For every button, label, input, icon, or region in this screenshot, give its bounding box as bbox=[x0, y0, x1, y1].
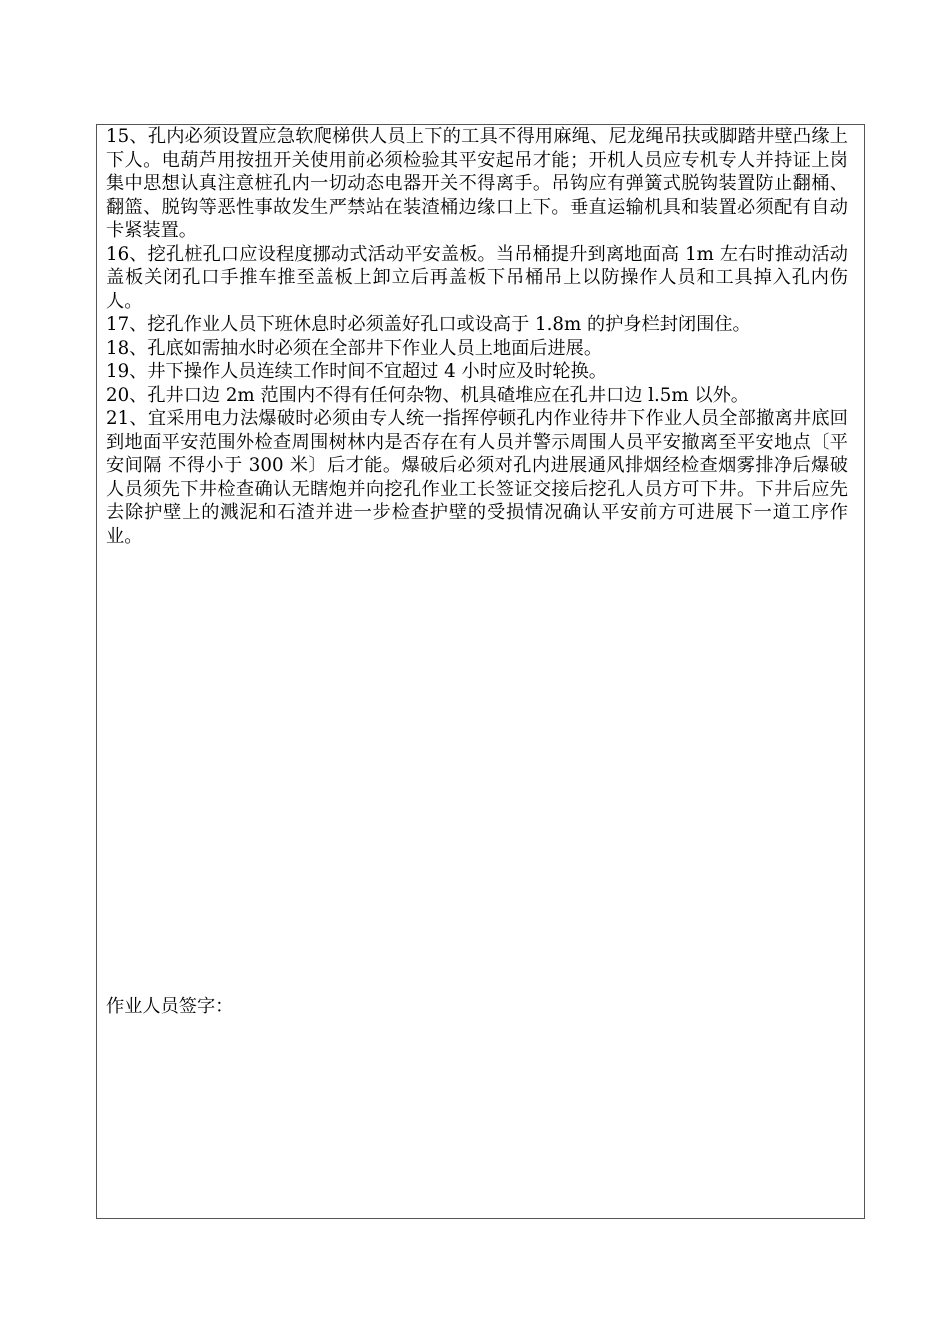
paragraph-item-16: 16、挖孔桩孔口应设程度挪动式活动平安盖板。当吊桶提升到离地面高 1m 左右时推动活动盖板关闭孔口手推车推至盖板上卸立后再盖板下吊桶吊上以防操作人员和工具掉入孔内伤人。 bbox=[106, 243, 848, 312]
paragraph-item-19: 19、井下操作人员连续工作时间不宜超过 4 小时应及时轮换。 bbox=[106, 361, 607, 382]
paragraph-item-15: 15、孔内必须设置应急软爬梯供人员上下的工具不得用麻绳、尼龙绳吊扶或脚踏井壁凸缘上下人。电葫芦用按扭开关使用前必须检验其平安起吊才能；开机人员应专机专人并持证上岗集中思想认真注意桩孔内一切动态电器开关不得离手。吊钩应有弹簧式脱钩装置防止翻桶、翻篮、脱钩等恶性事故发生严禁站在装渣桶边缘口上下。垂直运输机具和装置必须配有自动卡紧装置。 bbox=[106, 126, 848, 241]
document-body bbox=[106, 125, 848, 548]
paragraph-item-17: 17、挖孔作业人员下班休息时必须盖好孔口或设高于 1.8m 的护身栏封闭围住。 bbox=[106, 314, 751, 335]
signature-label: 作业人员签字： bbox=[106, 996, 234, 1017]
paragraph-item-20: 20、孔井口边 2m 范围内不得有任何杂物、机具碴堆应在孔井口边 l.5m 以外。 bbox=[106, 384, 749, 406]
paragraph-item-21: 21、宜采用电力法爆破时必须由专人统一指挥停顿孔内作业待井下作业人员全部撤离井底回到地面平安范围外检查周围树林内是否存在有人员并警示周围人员平安撤离至平安地点〔平安间隔 不得小于 300 米〕后才能。爆破后必须对孔内进展通风排烟经检查烟雾排净后爆破人员须先下井检查确认无瞎炮并向挖孔作业工长签证交接后挖孔人员方可下井。下井后应先去除护壁上的溅泥和石渣并进一步检查护壁的受损情况确认平安前方可进展下一道工序作业。 bbox=[106, 408, 848, 547]
paragraph-item-18: 18、孔底如需抽水时必须在全部井下作业人员上地面后进展。 bbox=[106, 337, 603, 359]
document-table-cell bbox=[96, 124, 865, 1219]
